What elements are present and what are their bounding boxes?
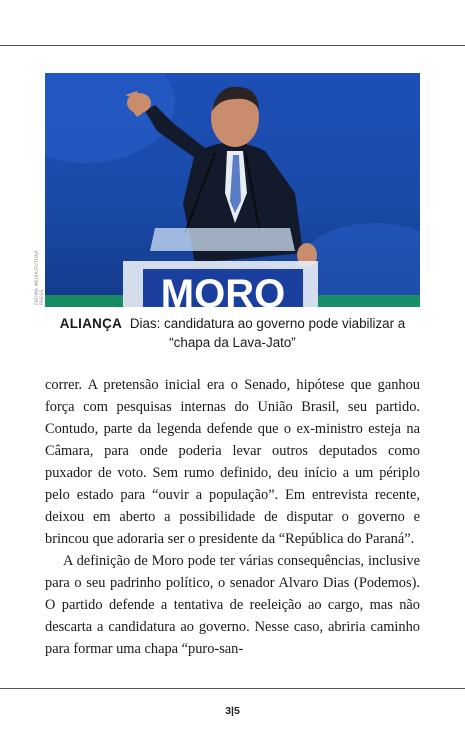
article-photo	[45, 73, 420, 307]
page-number: 3|5	[225, 705, 240, 717]
podium-sign-text: MORO	[160, 272, 286, 307]
caption-kicker: ALIANÇA	[59, 316, 123, 331]
bottom-rule	[0, 688, 465, 689]
article-paragraph: A definição de Moro pode ter várias consequências, inclusive para o seu padrinho político, o senador Alvaro Dias (Podemos). O partido defende a tentativa de reeleição ao cargo, mas não descarta a candidatura ao governo. Nesse caso, abriria caminho para formar uma chapa “puro-san-	[45, 553, 420, 657]
top-rule	[0, 45, 465, 46]
photo-credit: FATIMA MEIRA/FUTURA PRESS	[35, 250, 45, 305]
photo-illustration	[45, 73, 420, 307]
article-body	[45, 374, 420, 660]
caption-text: Dias: candidatura ao governo pode viabilizar a “chapa da Lava-Jato”	[129, 316, 406, 350]
article-paragraph: correr. A pretensão inicial era o Senado, hipótese que ganhou força com pesquisas internas do União Brasil, seu partido. Contudo, parte da legenda defende que o ex-ministro esteja na Câmara, para onde poderia levar outros deputados como puxador de voto. Sem rumo definido, deu início a um périplo pelo estado para “ouvir a população”. Em entrevista recente, deixou em aberto a possibilidade de disputar o governo e brincou que adoraria ser o presidente da “República do Paraná”.	[45, 377, 420, 547]
photo-caption	[45, 314, 420, 352]
